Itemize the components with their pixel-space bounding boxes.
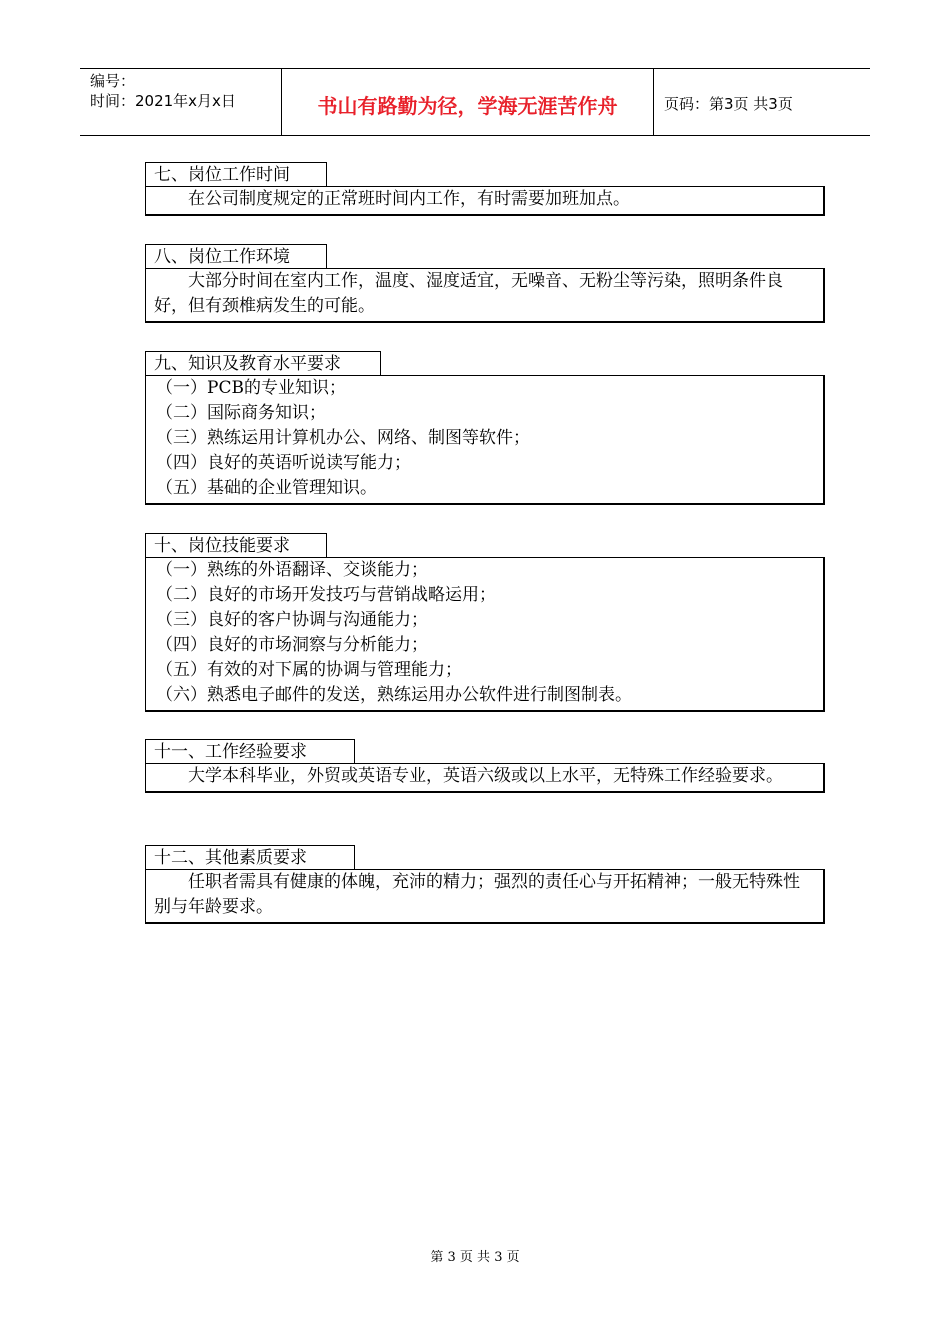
list-item: （五）基础的企业管理知识。 [156, 478, 377, 498]
section-content [145, 557, 825, 712]
section-title: 七、岗位工作时间 [145, 162, 327, 186]
section-knowledge-education [145, 351, 825, 505]
document-time-label: 时间：2021年x月x日 [90, 92, 236, 110]
header-meta [80, 69, 282, 135]
section-title: 九、知识及教育水平要求 [145, 351, 381, 375]
list-item: （五）有效的对下属的协调与管理能力； [156, 660, 462, 680]
section-other-qualities [145, 845, 825, 924]
document-number-label: 编号： [90, 72, 136, 90]
section-content [145, 186, 825, 216]
list-item: （三）良好的客户协调与沟通能力； [156, 610, 428, 630]
section-work-experience [145, 739, 825, 793]
section-title: 八、岗位工作环境 [145, 244, 327, 268]
list-item: （六）熟悉电子邮件的发送，熟练运用办公软件进行制图制表。 [156, 685, 632, 705]
header-motto: 书山有路勤为径，学海无涯苦作舟 [282, 69, 654, 135]
section-content [145, 375, 825, 505]
page-footer: 第 3 页 共 3 页 [430, 1250, 520, 1265]
section-paragraph: 大部分时间在室内工作，温度、湿度适宜，无噪音、无粉尘等污染，照明条件良好，但有颈椎病发生的可能。 [154, 271, 783, 316]
section-work-time [145, 162, 825, 216]
list-item: （一）PCB的专业知识； [156, 378, 346, 398]
list-item: （一）熟练的外语翻译、交谈能力； [156, 560, 428, 580]
header-page-info: 页码：第3页 共3页 [664, 95, 793, 113]
section-skill-requirements [145, 533, 825, 712]
list-item: （二）良好的市场开发技巧与营销战略运用； [156, 585, 496, 605]
page-header [80, 68, 870, 136]
section-work-environment [145, 244, 825, 323]
section-title: 十一、工作经验要求 [145, 739, 355, 763]
section-paragraph: 大学本科毕业，外贸或英语专业，英语六级或以上水平，无特殊工作经验要求。 [188, 766, 783, 786]
section-content [145, 763, 825, 793]
list-item: （三）熟练运用计算机办公、网络、制图等软件； [156, 428, 530, 448]
section-title: 十、岗位技能要求 [145, 533, 327, 557]
list-item: （四）良好的英语听说读写能力； [156, 453, 411, 473]
section-paragraph: 任职者需具有健康的体魄，充沛的精力；强烈的责任心与开拓精神；一般无特殊性别与年龄要求。 [154, 872, 800, 917]
section-content [145, 268, 825, 323]
section-content [145, 869, 825, 924]
list-item: （四）良好的市场洞察与分析能力； [156, 635, 428, 655]
section-title: 十二、其他素质要求 [145, 845, 355, 869]
section-paragraph: 在公司制度规定的正常班时间内工作，有时需要加班加点。 [188, 189, 630, 209]
list-item: （二）国际商务知识； [156, 403, 326, 423]
